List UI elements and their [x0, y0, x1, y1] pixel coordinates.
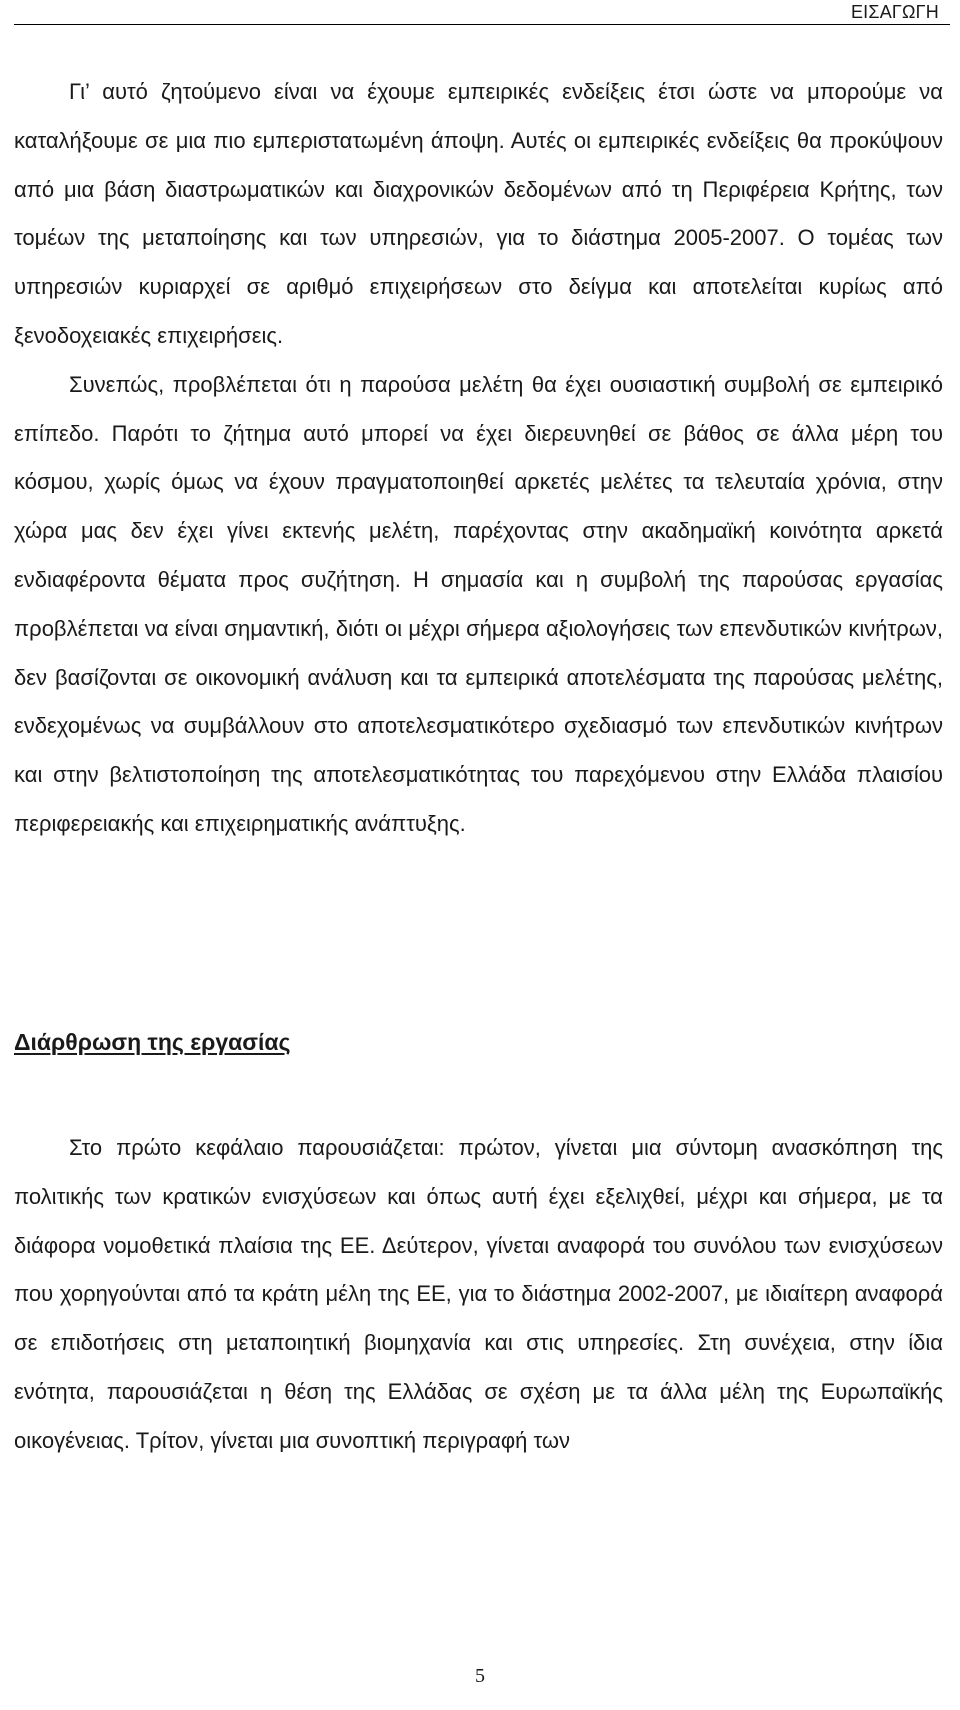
- paragraph-1: Γι’ αυτό ζητούμενο είναι να έχουμε εμπειρικές ενδείξεις έτσι ώστε να μπορούμε να καταλήξουμε σε μια πιο εμπεριστατωμένη άποψη. Αυτές οι εμπειρικές ενδείξεις θα προκύψουν από μια βάση διαστρωματικών και διαχρονικών δεδομένων από τη Περιφέρεια Κρήτης, των τομέων της μεταποίησης και των υπηρεσιών, για το διάστημα 2005-2007. Ο τομέας των υπηρεσιών κυριαρχεί σε αριθμό επιχειρήσεων στο δείγμα και αποτελείται κυρίως από ξενοδοχειακές επιχειρήσεις.: [14, 79, 943, 348]
- paragraph-3: Στο πρώτο κεφάλαιο παρουσιάζεται: πρώτον, γίνεται μια σύντομη ανασκόπηση της πολιτικής των κρατικών ενισχύσεων και όπως αυτή έχει εξελιχθεί, μέχρι και σήμερα, με τα διάφορα νομοθετικά πλαίσια της ΕΕ. Δεύτερον, γίνεται αναφορά του συνόλου των ενισχύσεων που χορηγούνται από τα κράτη μέλη της ΕΕ, για το διάστημα 2002-2007, με ιδιαίτερη αναφορά σε επιδοτήσεις στη μεταποιητική βιομηχανία και στις υπηρεσίες. Στη συνέχεια, στην ίδια ενότητα, παρουσιάζεται η θέση της Ελλάδας σε σχέση με τα άλλα μέλη της Ευρωπαϊκής οικογένειας. Τρίτον, γίνεται μια συνοπτική περιγραφή των: [14, 1135, 943, 1453]
- page-number: 5: [475, 1665, 485, 1687]
- paragraph-2: Συνεπώς, προβλέπεται ότι η παρούσα μελέτη θα έχει ουσιαστική συμβολή σε εμπειρικό επίπεδο. Παρότι το ζήτημα αυτό μπορεί να έχει διερευνηθεί σε βάθος σε άλλα μέρη του κόσμου, χωρίς όμως να έχουν πραγματοποιηθεί αρκετές μελέτες τα τελευταία χρόνια, στην χώρα μας δεν έχει γίνει εκτενής μελέτη, παρέχοντας στην ακαδημαϊκή κοινότητα αρκετά ενδιαφέροντα θέματα προς συζήτηση. Η σημασία και η συμβολή της παρούσας εργασίας προβλέπεται να είναι σημαντική, διότι οι μέχρι σήμερα αξιολογήσεις των επενδυτικών κινήτρων, δεν βασίζονται σε οικονομική ανάλυση και τα εμπειρικά αποτελέσματα της παρούσας μελέτης, ενδεχομένως να συμβάλλουν στο αποτελεσματικότερο σχεδιασμό των επενδυτικών κινήτρων και στην βελτιστοποίηση της αποτελεσματικότητας του παρεχόμενου στην Ελλάδα πλαισίου περιφερειακής και επιχειρηματικής ανάπτυξης.: [14, 371, 943, 836]
- body-text-upper: [14, 68, 943, 849]
- body-text-lower: [14, 1124, 943, 1466]
- running-header: ΕΙΣΑΓΩΓΗ: [850, 2, 939, 22]
- header-rule: [14, 24, 950, 25]
- section-heading: Διάρθρωση της εργασίας: [14, 1029, 291, 1055]
